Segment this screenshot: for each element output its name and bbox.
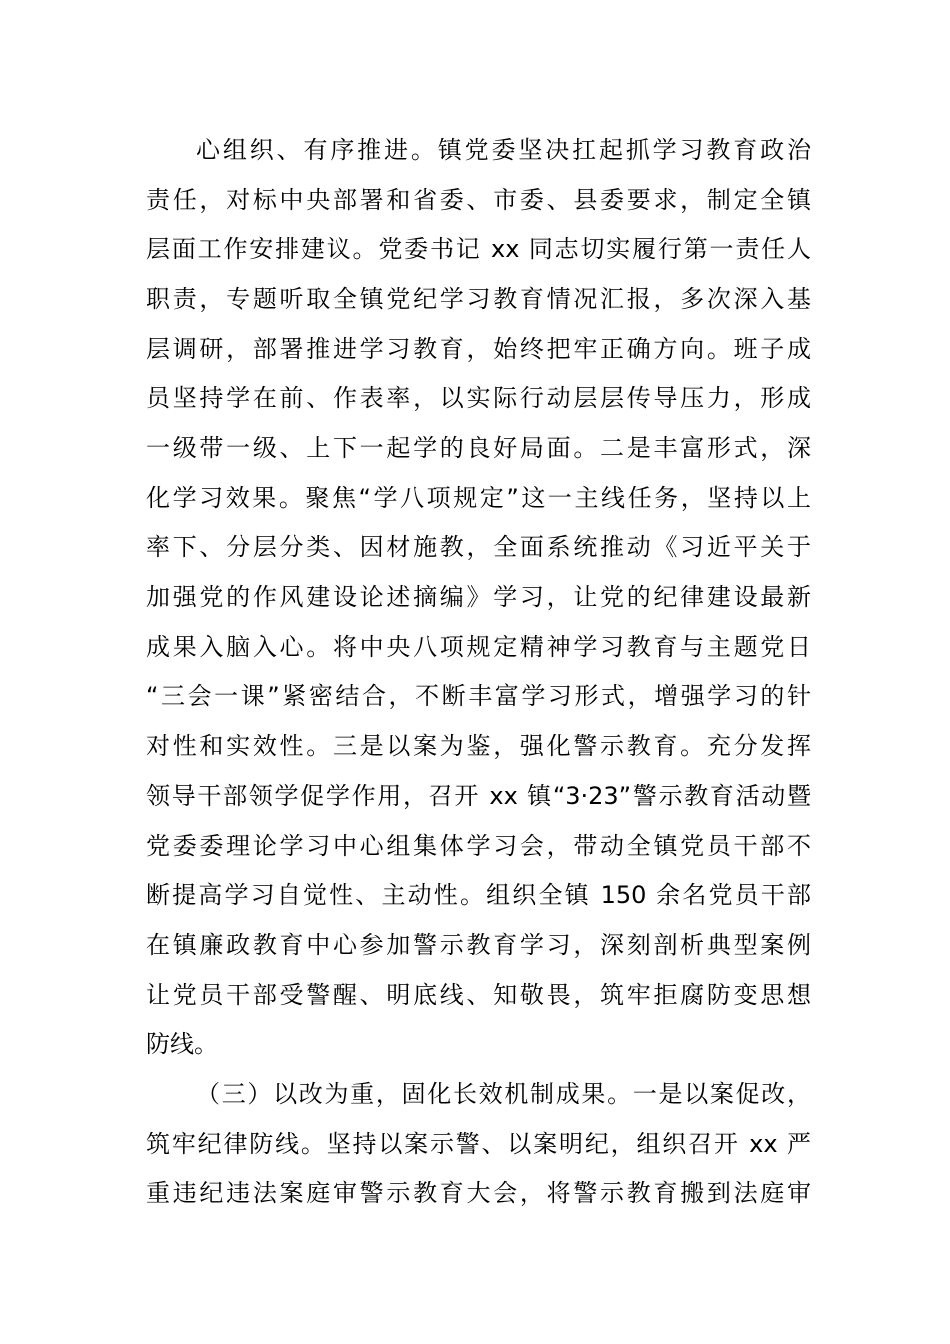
text-line: 在镇廉政教育中心参加警示教育学习，深刻剖析典型案例	[146, 931, 811, 959]
text-line: 筑牢纪律防线。坚持以案示警、以案明纪，组织召开 xx 严	[146, 1130, 811, 1158]
text-line: 让党员干部受警醒、明底线、知敬畏，筑牢拒腐防变思想	[146, 981, 811, 1009]
text-line: 层调研，部署推进学习教育，始终把牢正确方向。班子成	[146, 335, 811, 363]
text-line: 率下、分层分类、因材施教，全面系统推动《习近平关于	[146, 533, 811, 561]
text-line: 成果入脑入心。将中央八项规定精神学习教育与主题党日	[146, 633, 811, 661]
text-line: 职责，专题听取全镇党纪学习教育情况汇报，多次深入基	[146, 285, 811, 313]
text-line: “三会一课”紧密结合，不断丰富学习形式，增强学习的针	[146, 682, 811, 710]
text-line: 心组织、有序推进。镇党委坚决扛起抓学习教育政治	[196, 136, 811, 164]
text-line: （三）以改为重，固化长效机制成果。一是以案促改，	[196, 1080, 811, 1108]
text-line: 党委委理论学习中心组集体学习会，带动全镇党员干部不	[146, 832, 811, 860]
text-line: 重违纪违法案庭审警示教育大会，将警示教育搬到法庭审	[146, 1179, 811, 1207]
text-line: 一级带一级、上下一起学的良好局面。二是丰富形式，深	[146, 434, 811, 462]
text-line: 领导干部领学促学作用，召开 xx 镇“3·23”警示教育活动暨	[146, 782, 811, 810]
text-line: 加强党的作风建设论述摘编》学习，让党的纪律建设最新	[146, 583, 811, 611]
text-line: 断提高学习自觉性、主动性。组织全镇 150 余名党员干部	[146, 881, 811, 909]
text-line: 防线。	[146, 1030, 218, 1058]
text-line: 层面工作安排建议。党委书记 xx 同志切实履行第一责任人	[146, 235, 811, 263]
text-line: 化学习效果。聚焦“学八项规定”这一主线任务，坚持以上	[146, 484, 811, 512]
text-line: 员坚持学在前、作表率，以实际行动层层传导压力，形成	[146, 384, 811, 412]
text-line: 对性和实效性。三是以案为鉴，强化警示教育。充分发挥	[146, 732, 811, 760]
text-line: 责任，对标中央部署和省委、市委、县委要求，制定全镇	[146, 186, 811, 214]
